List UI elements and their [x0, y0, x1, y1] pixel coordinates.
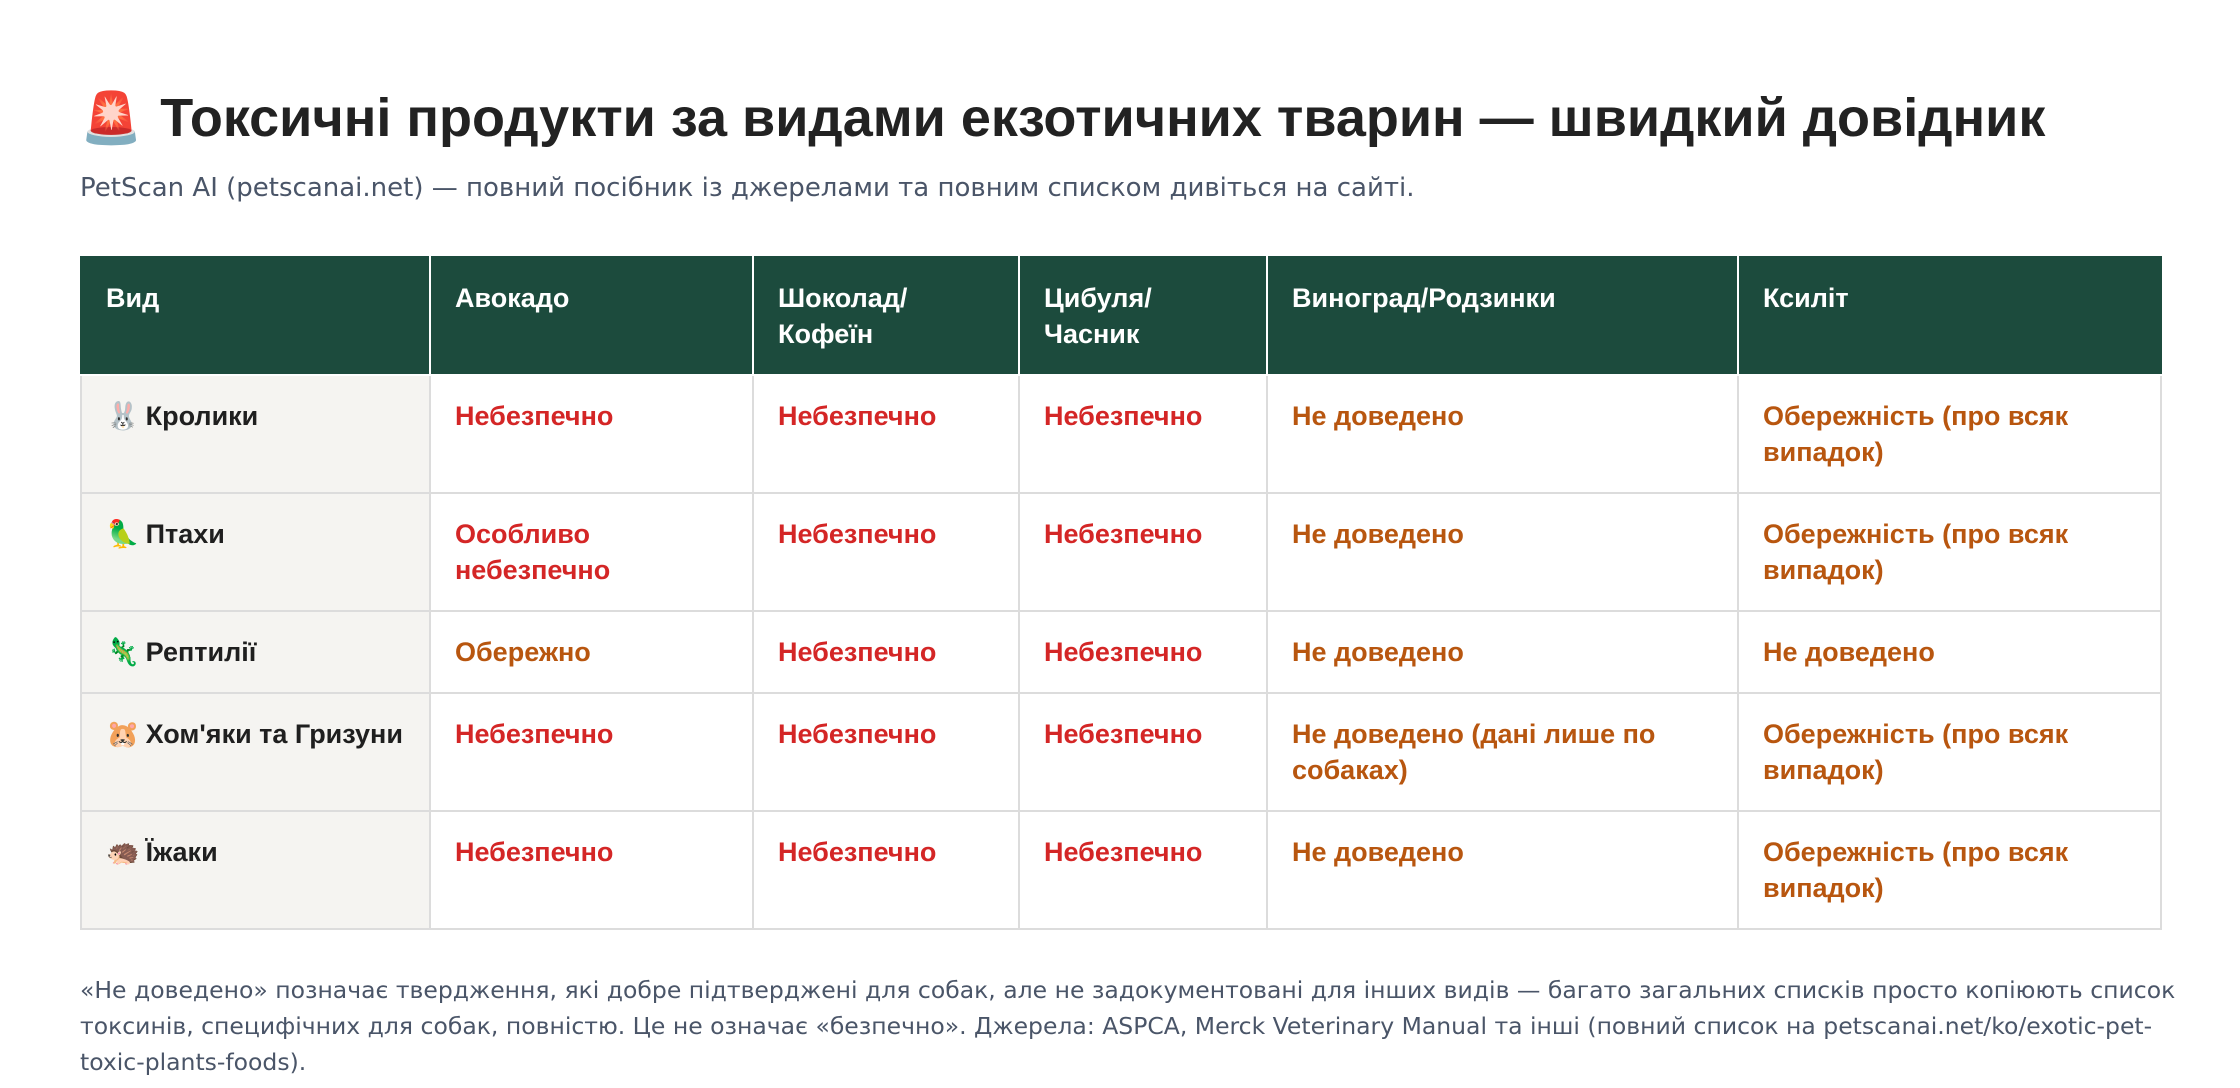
police-light-icon: 🚨	[80, 90, 143, 146]
footnote: «Не доведено» позначає твердження, які добре підтверджені для собак, але не задокументовані для інших видів — багато загальних списків просто копіюють список токсинів, специфічних для собак, повністю. Це не означає «безпечно». Джерела: ASPCA, Merck Veterinary Manual та інші (повний список на petscanai.net/ko/exotic-pet-toxic-plants-foods).	[80, 976, 2176, 1076]
column-header-avocado: Авокадо	[430, 257, 753, 375]
toxicity-cell	[1738, 375, 2161, 493]
toxicity-cell	[430, 811, 753, 929]
parrot-icon: 🦜	[106, 519, 140, 549]
page-title	[80, 82, 2160, 154]
toxicity-cell	[753, 493, 1019, 611]
toxicity-status: Обережність (про всяк випадок)	[1763, 519, 2069, 585]
toxicity-status: Небезпечно	[455, 719, 614, 749]
toxicity-status: Не доведено	[1763, 637, 1935, 667]
table-header-row	[81, 257, 2161, 375]
toxicity-status: Небезпечно	[1044, 719, 1203, 749]
rabbit-icon: 🐰	[106, 401, 140, 431]
species-label: Рептилії	[145, 637, 257, 667]
page-title-text: Токсичні продукти за видами екзотичних тварин — швидкий довідник	[160, 88, 2046, 148]
toxicity-status: Небезпечно	[455, 837, 614, 867]
table-body	[81, 375, 2161, 929]
toxicity-cell	[1267, 375, 1738, 493]
toxicity-cell	[753, 611, 1019, 693]
species-label: Хом'яки та Гризуни	[145, 719, 403, 749]
species-label: Птахи	[145, 519, 225, 549]
toxicity-status: Небезпечно	[1044, 837, 1203, 867]
toxicity-status: Обережність (про всяк випадок)	[1763, 837, 2069, 903]
species-cell	[81, 375, 430, 493]
toxicity-status: Не доведено	[1292, 637, 1464, 667]
toxicity-cell	[430, 693, 753, 811]
toxicity-status: Небезпечно	[778, 401, 937, 431]
column-header-species: Вид	[81, 257, 430, 375]
hamster-icon: 🐹	[106, 719, 140, 749]
toxicity-status: Небезпечно	[778, 719, 937, 749]
toxicity-status: Не доведено	[1292, 401, 1464, 431]
toxicity-cell	[753, 811, 1019, 929]
toxicity-cell	[1267, 811, 1738, 929]
species-label: Кролики	[145, 401, 259, 431]
toxicity-cell	[1019, 375, 1267, 493]
species-cell	[81, 493, 430, 611]
lizard-icon: 🦎	[106, 637, 140, 667]
toxicity-cell	[1738, 693, 2161, 811]
toxicity-cell	[430, 611, 753, 693]
table-row	[81, 693, 2161, 811]
toxicity-cell	[1738, 811, 2161, 929]
toxicity-cell	[1019, 811, 1267, 929]
toxicity-status: Небезпечно	[778, 637, 937, 667]
species-cell	[81, 811, 430, 929]
toxicity-cell	[1267, 493, 1738, 611]
table-row	[81, 811, 2161, 929]
species-cell	[81, 611, 430, 693]
table-row	[81, 611, 2161, 693]
table-row	[81, 493, 2161, 611]
toxicity-status: Обережність (про всяк випадок)	[1763, 719, 2069, 785]
species-cell	[81, 693, 430, 811]
toxicity-status: Небезпечно	[778, 837, 937, 867]
toxicity-cell	[1267, 611, 1738, 693]
toxicity-cell	[753, 693, 1019, 811]
toxicity-status: Особливо небезпечно	[455, 519, 611, 585]
toxicity-status: Небезпечно	[1044, 519, 1203, 549]
page-subtitle: PetScan AI (petscanai.net) — повний посібник із джерелами та повним списком дивіться на сайті.	[80, 173, 1415, 203]
toxicity-cell	[1738, 611, 2161, 693]
toxicity-cell	[430, 375, 753, 493]
table-row	[81, 375, 2161, 493]
toxicity-cell	[1267, 693, 1738, 811]
toxicity-status: Не доведено	[1292, 837, 1464, 867]
toxicity-cell	[1019, 493, 1267, 611]
toxicity-cell	[1738, 493, 2161, 611]
toxicity-status: Небезпечно	[455, 401, 614, 431]
toxicity-status: Небезпечно	[1044, 637, 1203, 667]
hedgehog-icon: 🦔	[106, 837, 140, 867]
column-header-xylitol: Ксиліт	[1738, 257, 2161, 375]
toxicity-cell	[430, 493, 753, 611]
column-header-onion-garlic: Цибуля/ Часник	[1019, 257, 1267, 375]
toxicity-status: Обережно	[455, 637, 591, 667]
toxicity-status: Не доведено (дані лише по собаках)	[1292, 719, 1656, 785]
toxicity-status: Небезпечно	[778, 519, 937, 549]
species-label: Їжаки	[145, 837, 218, 867]
toxicity-table	[80, 256, 2162, 930]
toxicity-cell	[1019, 693, 1267, 811]
column-header-grapes-raisins: Виноград/Родзинки	[1267, 257, 1738, 375]
toxicity-status: Обережність (про всяк випадок)	[1763, 401, 2069, 467]
toxicity-status: Небезпечно	[1044, 401, 1203, 431]
toxicity-status: Не доведено	[1292, 519, 1464, 549]
column-header-chocolate-caffeine: Шоколад/ Кофеїн	[753, 257, 1019, 375]
toxicity-cell	[1019, 611, 1267, 693]
toxicity-cell	[753, 375, 1019, 493]
